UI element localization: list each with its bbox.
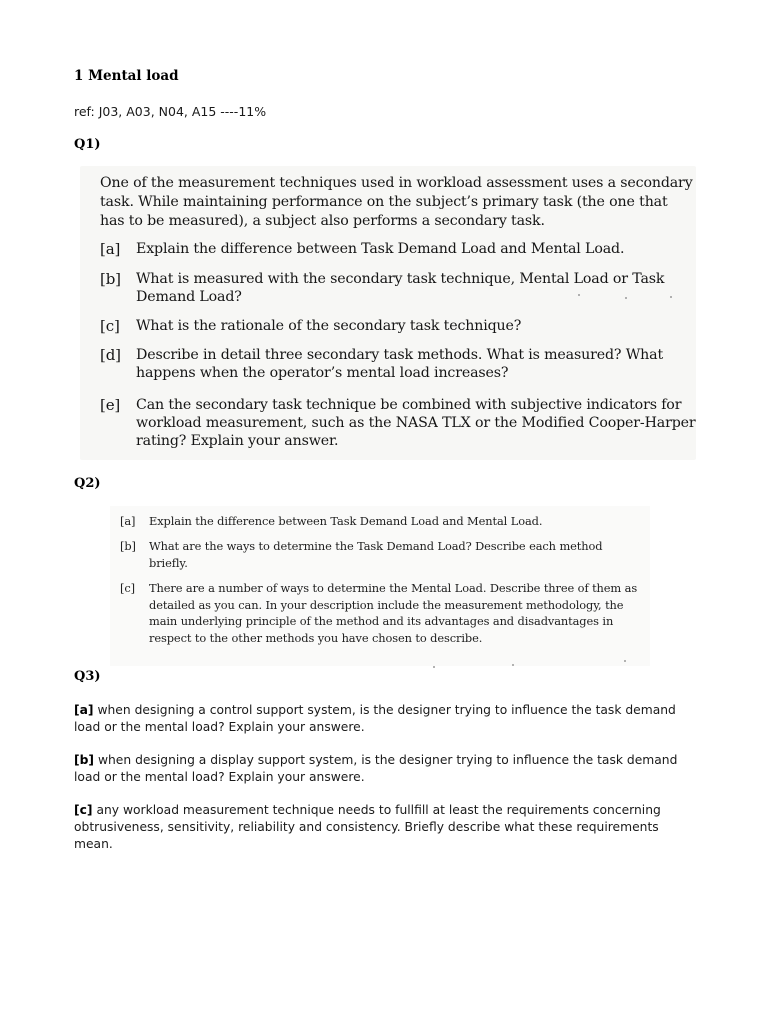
item-text: Explain the difference between Task Demand Load and Mental Load. [149,514,543,528]
item-marker: [c] [74,803,93,817]
scan-speck [624,660,626,662]
question-1-scan [80,166,696,460]
item-text: Describe in detail three secondary task methods. What is measured? What happens when the operator’s mental load increases? [136,347,663,381]
reference-line: ref: J03, A03, N04, A15 ----11% [74,104,267,119]
item-text: when designing a control support system, is the designer trying to influence the task demand load or the mental load? Explain your answere. [74,703,676,734]
item-marker: [b] [120,539,136,553]
scan-speck [433,666,435,668]
section-title: 1 Mental load [74,68,179,84]
item-marker: [c] [120,581,135,595]
scan-speck [670,296,672,298]
item-text: There are a number of ways to determine the Mental Load. Describe three of them as detailed as you can. In your description include the measurement methodology, the main underlying principle of the method and its advantages and disadvantages in respect to the other methods you have chosen to describe. [149,581,638,645]
scan-speck [512,664,514,666]
item-text: What are the ways to determine the Task Demand Load? Describe each method briefly. [149,539,603,570]
question-2-scan [110,506,650,666]
item-marker: [a] [74,703,94,717]
scan-speck [578,294,580,296]
item-marker: [e] [100,396,121,414]
question-3-label: Q3) [74,669,101,684]
question-1-intro: One of the measurement techniques used in workload assessment uses a secondary task. While maintaining performance on the subject’s primary task (the one that has to be measured), a subject also performs a secondary task. [100,175,693,229]
item-text: Can the secondary task technique be combined with subjective indicators for workload measurement, such as the NASA TLX or the Modified Cooper-Harper rating? Explain your answer. [136,397,696,449]
item-text: What is the rationale of the secondary task technique? [136,318,522,334]
item-marker: [a] [100,240,121,258]
item-marker: [b] [74,753,95,767]
question-3-item-c [74,802,694,853]
item-marker: [c] [100,317,120,335]
question-3-item-a [74,702,694,736]
question-3-item-b [74,752,694,786]
item-marker: [a] [120,514,136,528]
item-text: any workload measurement technique needs to fullfill at least the requirements concerning obtrusiveness, sensitivity, reliability and consistency. Briefly describe what these requirements mean. [74,803,661,851]
question-1-label: Q1) [74,137,101,152]
item-text: when designing a display support system, is the designer trying to influence the task demand load or the mental load? Explain your answere. [74,753,678,784]
item-marker: [d] [100,346,121,364]
item-text: What is measured with the secondary task technique, Mental Load or Task Demand Load? [136,271,665,305]
item-text: Explain the difference between Task Demand Load and Mental Load. [136,241,625,257]
question-2-label: Q2) [74,476,101,491]
scan-speck [625,297,627,299]
item-marker: [b] [100,270,121,288]
